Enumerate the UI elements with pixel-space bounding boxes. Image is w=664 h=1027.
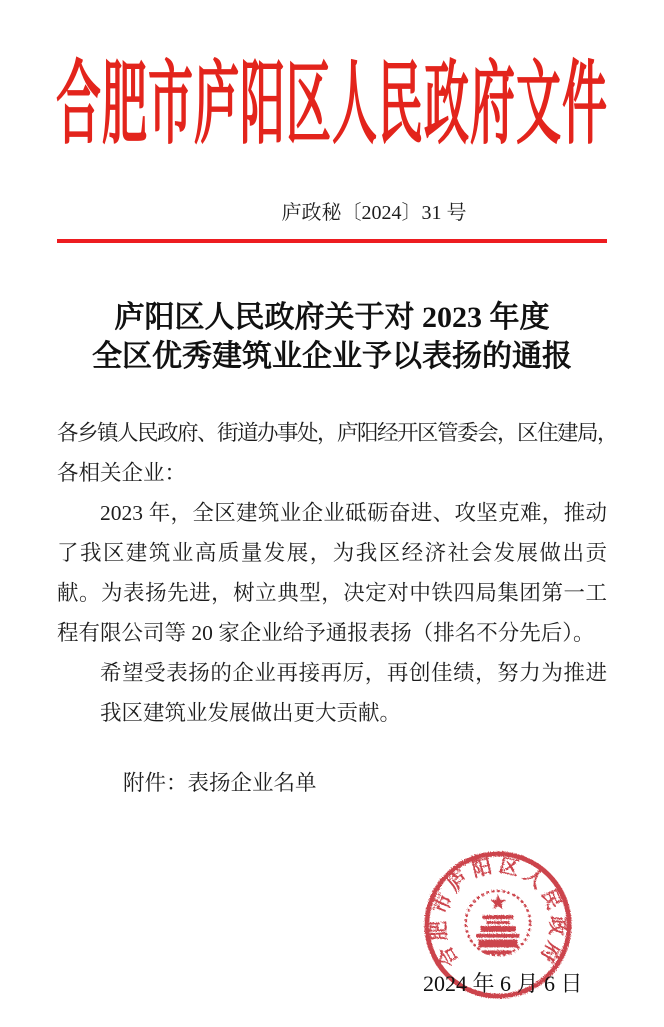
seal-text: 合肥市庐阳区人民政府 xyxy=(428,855,568,970)
document-body xyxy=(57,413,618,733)
red-divider-line xyxy=(57,239,607,243)
attachment-note: 附件：表扬企业名单 xyxy=(123,771,317,795)
document-header-title: 合肥市庐阳区人民政府文件 xyxy=(55,54,608,156)
document-title-line-2: 全区优秀建筑业企业予以表扬的通报 xyxy=(92,340,572,373)
body-paragraph-2: 希望受表扬的企业再接再厉，再创佳绩，努力为推进我区建筑业发展做出更大贡献。 xyxy=(100,661,607,725)
emblem-ribbon xyxy=(484,950,511,954)
salutation-line-1: 各乡镇人民政府、街道办事处，庐阳经开区管委会，区住建局， xyxy=(57,421,618,445)
document-number: 庐政秘〔2024〕31 号 xyxy=(281,202,467,224)
document-date: 2024 年 6 月 6 日 xyxy=(423,971,583,996)
emblem-gate-base xyxy=(479,940,518,948)
document-title-line-1: 庐阳区人民政府关于对 2023 年度 xyxy=(114,301,550,334)
salutation-line-2: 各相关企业： xyxy=(57,461,187,485)
star-icon xyxy=(490,894,506,909)
emblem-gate-mid xyxy=(486,921,509,924)
emblem-gate-wall xyxy=(480,926,515,932)
body-paragraph-1: 2023 年，全区建筑业企业砥砺奋进、攻坚克难，推动了我区建筑业高质量发展，为我区经济社会发展做出贡献。为表扬先进，树立典型，决定对中铁四局集团第一工程有限公司等 20 家企业给予通报表扬（排名不分先后）。 xyxy=(57,501,607,645)
national-emblem-icon xyxy=(466,891,530,955)
emblem-gate-roof xyxy=(482,915,513,919)
emblem-gate-platform xyxy=(477,934,520,938)
document-title xyxy=(0,298,664,376)
